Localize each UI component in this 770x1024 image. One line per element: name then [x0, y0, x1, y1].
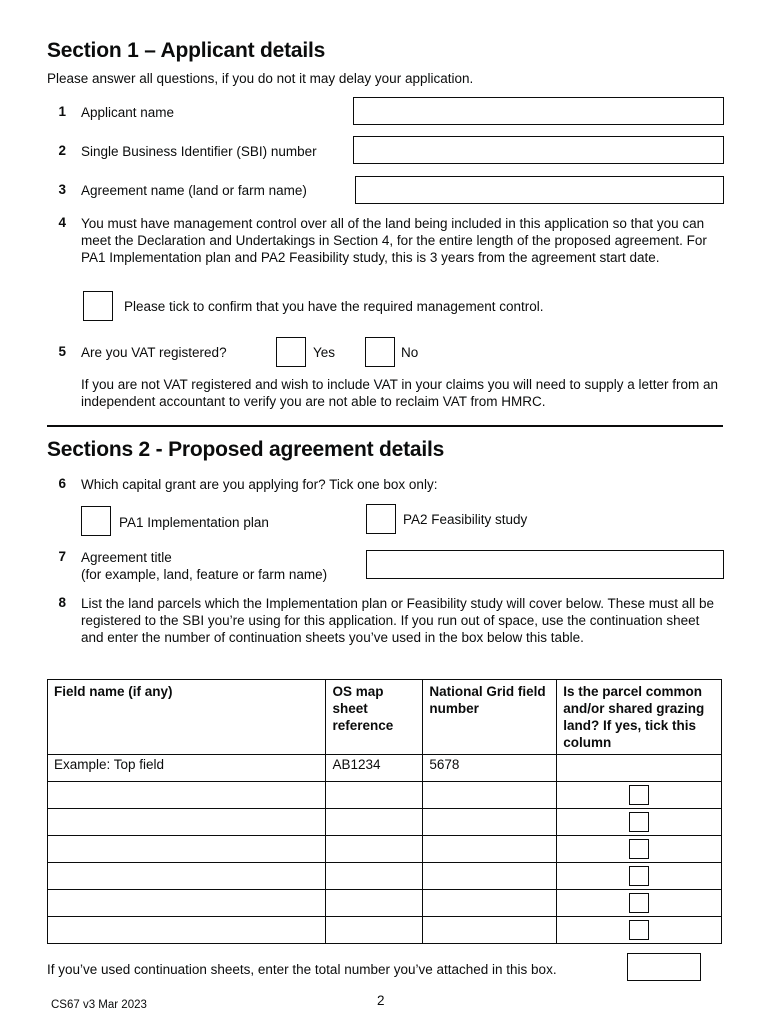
example-common-grazing	[557, 755, 722, 782]
common-grazing-checkbox[interactable]	[629, 893, 649, 913]
grid-number-cell[interactable]	[423, 809, 557, 836]
vat-no-checkbox[interactable]	[365, 337, 395, 367]
form-code: CS67 v3 Mar 2023	[51, 999, 147, 1011]
page-number: 2	[377, 993, 385, 1008]
header-common-grazing: Is the parcel common and/or shared grazing land? If yes, tick this column	[557, 680, 722, 755]
grid-number-cell[interactable]	[423, 863, 557, 890]
continuation-count-input[interactable]	[627, 953, 701, 981]
question-3-number: 3	[58, 182, 66, 197]
question-8-number: 8	[58, 595, 66, 610]
os-map-cell[interactable]	[326, 809, 423, 836]
common-grazing-checkbox[interactable]	[629, 920, 649, 940]
field-name-cell[interactable]	[48, 782, 326, 809]
field-name-cell[interactable]	[48, 863, 326, 890]
vat-yes-checkbox[interactable]	[276, 337, 306, 367]
table-row	[48, 782, 722, 809]
common-grazing-checkbox[interactable]	[629, 839, 649, 859]
table-example-row	[48, 755, 722, 782]
example-grid-number: 5678	[423, 755, 557, 782]
continuation-label: If you’ve used continuation sheets, enter the total number you’ve attached in this box.	[47, 962, 557, 977]
os-map-cell[interactable]	[326, 863, 423, 890]
sbi-number-input[interactable]	[353, 136, 724, 164]
os-map-cell[interactable]	[326, 782, 423, 809]
pa1-checkbox[interactable]	[81, 506, 111, 536]
question-6-number: 6	[58, 476, 66, 491]
agreement-name-input[interactable]	[355, 176, 724, 204]
table-row	[48, 863, 722, 890]
question-4-number: 4	[58, 215, 66, 230]
vat-no-label: No	[401, 345, 419, 360]
table-row	[48, 836, 722, 863]
agreement-title-input[interactable]	[366, 550, 724, 579]
os-map-cell[interactable]	[326, 917, 423, 944]
question-5-number: 5	[58, 344, 66, 359]
vat-note: If you are not VAT registered and wish to include VAT in your claims you will need to supply a letter from an independent accountant to verify you are not able to reclaim VAT from HMRC.	[81, 377, 719, 409]
agreement-title-label: Agreement title	[81, 550, 172, 565]
common-grazing-checkbox[interactable]	[629, 812, 649, 832]
pa2-checkbox[interactable]	[366, 504, 396, 534]
field-name-cell[interactable]	[48, 917, 326, 944]
pa1-label: PA1 Implementation plan	[119, 515, 269, 530]
section-1-intro: Please answer all questions, if you do not it may delay your application.	[47, 71, 474, 86]
os-map-cell[interactable]	[326, 890, 423, 917]
pa2-label: PA2 Feasibility study	[403, 512, 528, 527]
grid-number-cell[interactable]	[423, 782, 557, 809]
grid-number-cell[interactable]	[423, 917, 557, 944]
header-field-name: Field name (if any)	[48, 680, 326, 755]
table-row	[48, 809, 722, 836]
agreement-name-label: Agreement name (land or farm name)	[81, 183, 307, 198]
table-row	[48, 890, 722, 917]
applicant-name-input[interactable]	[353, 97, 724, 125]
header-os-map-sheet: OS map sheet reference	[326, 680, 423, 755]
example-field-name: Example: Top field	[48, 755, 326, 782]
field-name-cell[interactable]	[48, 890, 326, 917]
applicant-name-label: Applicant name	[81, 105, 175, 120]
sbi-number-label: Single Business Identifier (SBI) number	[81, 144, 317, 159]
vat-registered-label: Are you VAT registered?	[81, 345, 227, 360]
section-divider	[47, 425, 723, 427]
agreement-title-hint: (for example, land, feature or farm name)	[81, 567, 328, 582]
question-7-number: 7	[58, 549, 66, 564]
section-1-title: Section 1 – Applicant details	[47, 39, 326, 62]
management-control-checkbox-label: Please tick to confirm that you have the required management control.	[124, 299, 544, 314]
os-map-cell[interactable]	[326, 836, 423, 863]
management-control-checkbox[interactable]	[83, 291, 113, 321]
common-grazing-checkbox[interactable]	[629, 785, 649, 805]
section-2-title: Sections 2 - Proposed agreement details	[47, 438, 445, 461]
table-header-row	[48, 680, 722, 755]
question-2-number: 2	[58, 143, 66, 158]
field-name-cell[interactable]	[48, 809, 326, 836]
field-name-cell[interactable]	[48, 836, 326, 863]
grid-number-cell[interactable]	[423, 890, 557, 917]
example-os-map: AB1234	[326, 755, 423, 782]
capital-grant-label: Which capital grant are you applying for? Tick one box only:	[81, 477, 438, 492]
common-grazing-checkbox[interactable]	[629, 866, 649, 886]
question-1-number: 1	[58, 104, 66, 119]
table-row	[48, 917, 722, 944]
grid-number-cell[interactable]	[423, 836, 557, 863]
land-parcels-table	[47, 679, 722, 944]
land-parcels-text: List the land parcels which the Implementation plan or Feasibility study will cover below. These must all be registered to the SBI you’re using for this application. If you run out of space, use the continuation sheet and enter the number of continuation sheets you’ve used in the box below this table.	[81, 596, 715, 645]
management-control-text: You must have management control over all of the land being included in this application so that you can meet the Declaration and Undertakings in Section 4, for the entire length of the proposed agreement. For PA1 Implementation plan and PA2 Feasibility study, this is 3 years from the agreement start date.	[81, 216, 707, 265]
vat-yes-label: Yes	[313, 345, 336, 360]
header-national-grid: National Grid field number	[423, 680, 557, 755]
